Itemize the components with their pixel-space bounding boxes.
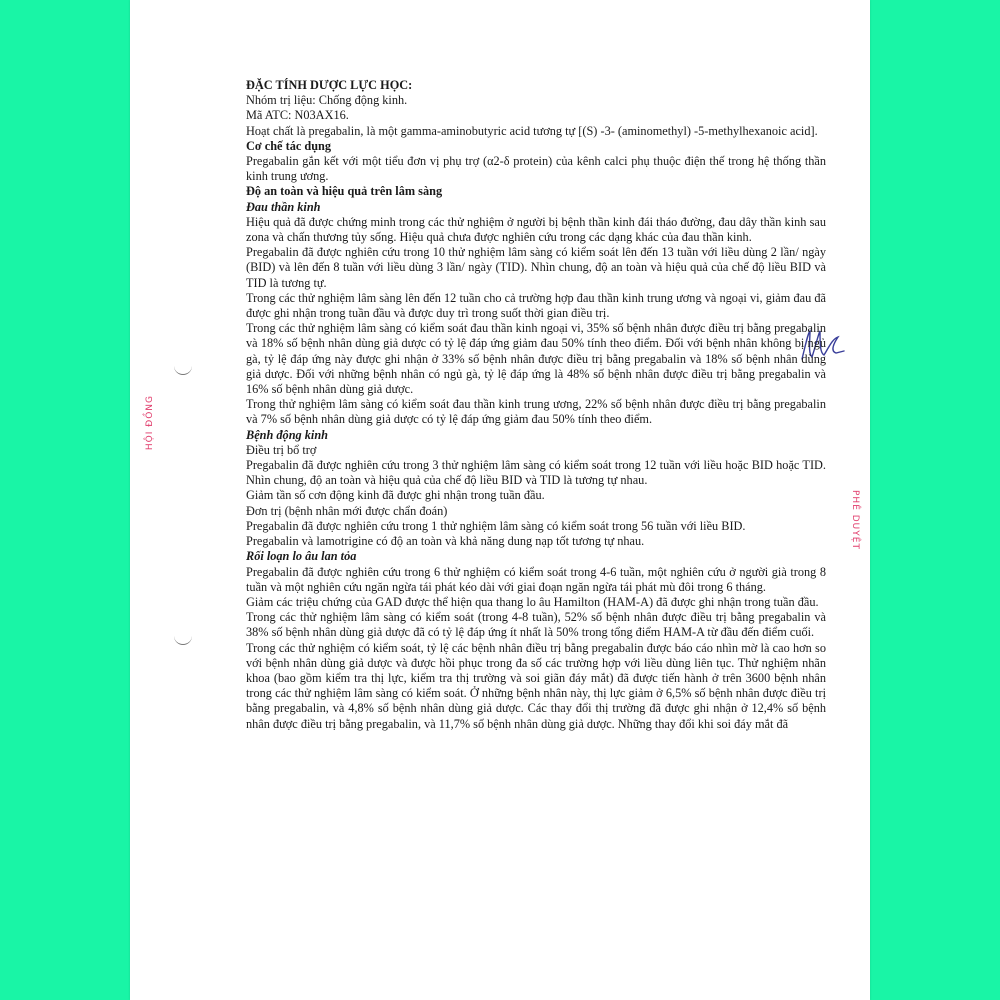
paragraph: Mã ATC: N03AX16. (246, 108, 349, 123)
paragraph: Trong các thử nghiệm có kiểm soát, tỷ lệ các bệnh nhân điều trị bằng pregabalin được báo cáo nhìn mờ là cao hơn so với bệnh nhân dùng giả dược và được hồi phục trong đa số các trường hợp với liều dùng liên tục. Thử nghiệm nhãn khoa (bao gồm kiểm tra thị lực, kiểm tra thị trường và soi giãn đáy mắt) đã được tiến hành ở trên 3600 bệnh nhân trong các thử nghiệm lâm sàng có kiểm soát. Ở những bệnh nhân này, thị lực giảm ở 6,5% số bệnh nhân được điều trị bằng pregabalin, và 4,8% số bệnh nhân dùng giả dược. Các thay đổi thị trường đã được ghi nhận ở 12,4% số bệnh nhân được điều trị bằng pregabalin, và 11,7% số bệnh nhân dùng giả dược. Những thay đổi khi soi đáy mắt đã (246, 640, 826, 731)
paragraph: Pregabalin gắn kết với một tiểu đơn vị phụ trợ (α2-δ protein) của kênh calci phụ thuộc điện thế trong hệ thống thần kinh trung ương. (246, 154, 826, 184)
section-heading: ĐẶC TÍNH DƯỢC LỰC HỌC: (246, 78, 413, 92)
subheading: Cơ chế tác dụng (246, 138, 332, 153)
paragraph: Pregabalin đã được nghiên cứu trong 3 thử nghiệm lâm sàng có kiểm soát trong 12 tuần với liều hoặc BID hoặc TID. Nhìn chung, độ an toàn và hiệu quả của chế độ liều BID và TID là tương tự nhau. (246, 458, 826, 488)
paragraph: Trong các thử nghiệm lâm sàng có kiểm soát đau thần kinh ngoại vi, 35% số bệnh nhân được điều trị bằng pregabalin và 18% số bệnh nhân dùng giả dược có tỷ lệ đáp ứng giảm đau 50% tính theo điểm. Đối với bệnh nhân không bị ngủ gà, tỷ lệ đáp ứng này được ghi nhận ở 33% số bệnh nhân được điều trị bằng pregabalin và 18% số bệnh nhân dùng giả dược. Đối với những bệnh nhân có ngủ gà, tỷ lệ đáp ứng là 48% số bệnh nhân được điều trị bằng pregabalin và 16% số bệnh nhân dùng giả dược. (246, 321, 826, 397)
paragraph: Giảm tần số cơn động kinh đã được ghi nhận trong tuần đầu. (246, 488, 545, 503)
paragraph: Pregabalin đã được nghiên cứu trong 10 thử nghiệm lâm sàng có kiểm soát lên đến 13 tuần với liều dùng 2 lần/ ngày (BID) và lên đến 8 tuần với liều dùng 3 lần/ ngày (TID). Nhìn chung, độ an toàn và hiệu quả của chế độ liều BID và TID là tương tự. (246, 245, 826, 290)
paragraph: Pregabalin và lamotrigine có độ an toàn và khả năng dung nạp tốt tương tự nhau. (246, 534, 645, 549)
paragraph: Trong các thử nghiệm lâm sàng có kiểm soát (trong 4-8 tuần), 52% số bệnh nhân được điều trị bằng pregabalin và 38% số bệnh nhân dùng giả dược đã có tỷ lệ đáp ứng ít nhất là 50% trong tổng điểm HAM-A từ đầu đến điểm cuối. (246, 610, 826, 640)
paragraph: Trong thử nghiệm lâm sàng có kiểm soát đau thần kinh trung ương, 22% số bệnh nhân được điều trị bằng pregabalin và 7% số bệnh nhân dùng giả dược có tỷ lệ đáp ứng giảm đau 50% tính theo điểm. (246, 397, 826, 427)
paragraph: Pregabalin đã được nghiên cứu trong 6 thử nghiệm có kiểm soát trong 4-6 tuần, một nghiên cứu ở người già trong 8 tuần và một nghiên cứu ngăn ngừa tái phát kéo dài với giai đoạn ngăn ngừa tái phát mù đôi trong 6 tháng. (246, 564, 826, 594)
subsection-heading: Bệnh động kinh (246, 427, 329, 442)
subsection-heading: Rối loạn lo âu lan tỏa (246, 549, 357, 564)
paragraph: Điều trị bổ trợ (246, 442, 317, 457)
right-margin-stamp: PHÊ DUYỆT (850, 490, 860, 550)
left-margin-stamp: HỘI ĐỒNG (145, 395, 155, 451)
paragraph: Đơn trị (bệnh nhân mới được chẩn đoán) (246, 503, 448, 518)
document-text (246, 78, 826, 732)
paragraph: Hiệu quả đã được chứng minh trong các thử nghiệm ở người bị bệnh thần kinh đái tháo đường, đau dây thần kinh sau zona và chấn thương tủy sống. Hiệu quả chưa được nghiên cứu trong các dạng khác của đau thần kinh. (246, 214, 826, 245)
paragraph: Pregabalin đã được nghiên cứu trong 1 thử nghiệm lâm sàng có kiểm soát trong 56 tuần với liều BID. (246, 518, 746, 533)
subsection-heading: Đau thần kinh (246, 199, 321, 214)
paragraph: Giảm các triệu chứng của GAD được thể hiện qua thang lo âu Hamilton (HAM-A) đã được ghi nhận trong tuần đầu. (246, 594, 819, 609)
paragraph: Nhóm trị liệu: Chống động kinh. (246, 93, 408, 108)
subheading: Độ an toàn và hiệu quả trên lâm sàng (246, 184, 443, 199)
paragraph: Hoạt chất là pregabalin, là một gamma-aminobutyric acid tương tự [(S) -3- (aminomethyl) -5-methylhexanoic acid]. (246, 123, 818, 138)
paragraph: Trong các thử nghiệm lâm sàng lên đến 12 tuần cho cả trường hợp đau thần kinh trung ương và ngoại vi, giảm đau đã được ghi nhận trong tuần đầu và được duy trì trong suốt thời gian điều trị. (246, 290, 826, 321)
